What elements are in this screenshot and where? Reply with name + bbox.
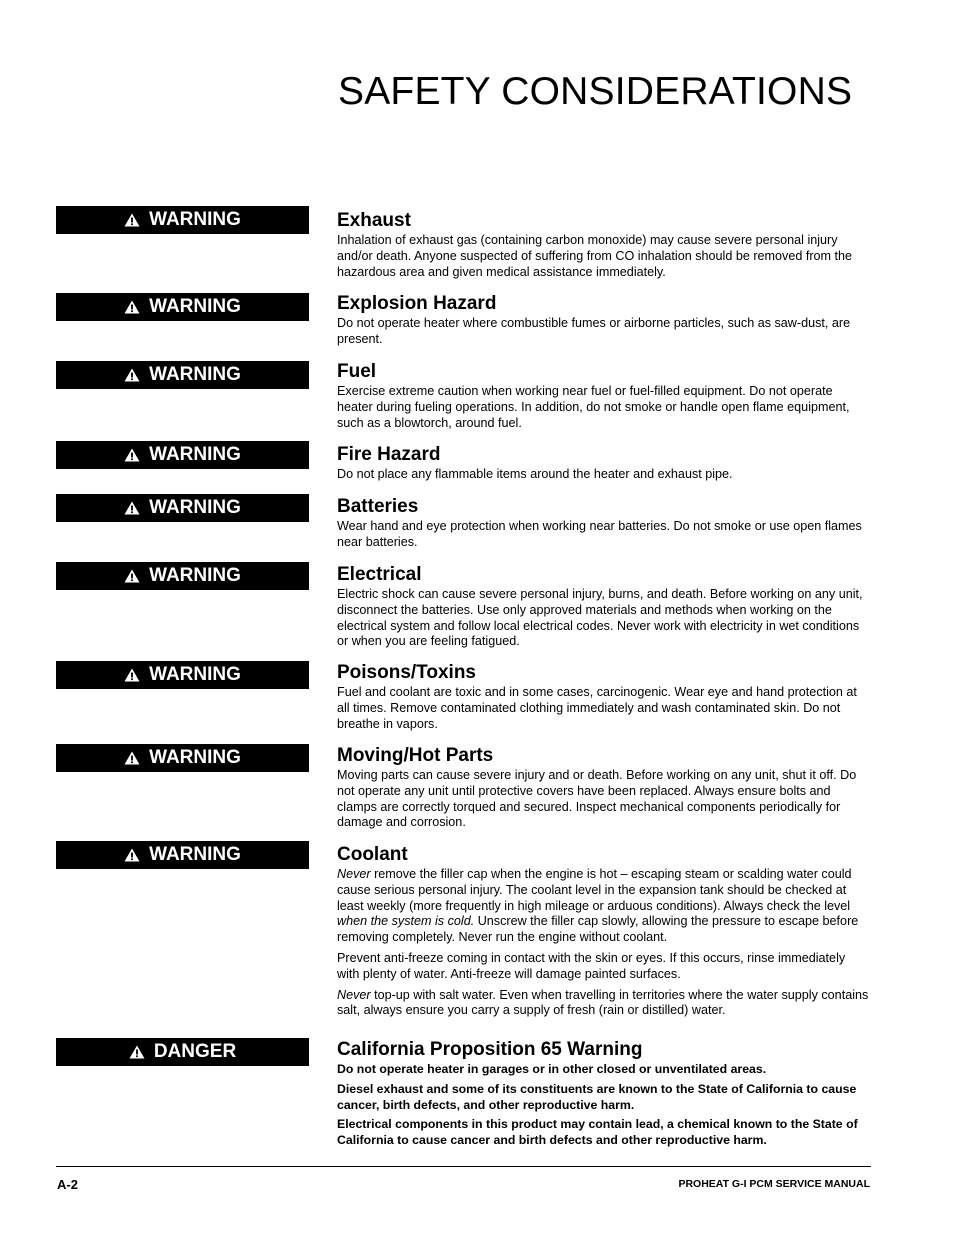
page-title: SAFETY CONSIDERATIONS (338, 70, 853, 113)
warning-badge (56, 661, 309, 689)
section-text: Electrical components in this product may contain lead, a chemical known to the State of California to cause cancer and birth defects and other reproductive harm. (337, 1117, 858, 1148)
section-fire-hazard (337, 443, 871, 483)
section-text: Do not place any flammable items around the heater and exhaust pipe. (337, 467, 733, 481)
warning-triangle-icon (124, 569, 140, 583)
warning-triangle-icon (124, 368, 140, 382)
emphasis: Never (337, 867, 371, 881)
section-poisons-toxins (337, 661, 871, 732)
warning-triangle-icon (124, 501, 140, 515)
section-heading: Fuel (337, 361, 377, 382)
badge-label: WARNING (149, 209, 241, 230)
warning-badge (56, 841, 309, 869)
section-heading: Coolant (337, 844, 408, 865)
badge-label: WARNING (149, 844, 241, 865)
section-heading: Fire Hazard (337, 444, 441, 465)
manual-title: PROHEAT G-I PCM SERVICE MANUAL (678, 1178, 870, 1190)
warning-badge (56, 441, 309, 469)
footer-divider (56, 1166, 871, 1167)
badge-label: WARNING (149, 747, 241, 768)
section-text: Prevent anti-freeze coming in contact with the skin or eyes. If this occurs, rinse immediately with plenty of water. Anti-freeze will damage painted surfaces. (337, 950, 846, 981)
warning-badge (56, 744, 309, 772)
warning-badge (56, 293, 309, 321)
section-text: Inhalation of exhaust gas (containing carbon monoxide) may cause severe personal injury and/or death. Anyone suspected of suffering from CO inhalation should be removed from the hazardous area and given medical assistance immediately. (337, 233, 853, 279)
warning-badge (56, 562, 309, 590)
danger-badge (56, 1038, 309, 1066)
section-text: Electric shock can cause severe personal injury, burns, and death. Before working on any unit, disconnect the batteries. Use only approved materials and methods when working on the electrical system and follow local electrical codes. Never work with electricity in wet conditions or when you are feeling fatigued. (337, 587, 863, 649)
emphasis: Never (337, 987, 371, 1002)
emphasis: when the system is cold. (337, 914, 475, 929)
warning-badge (56, 494, 309, 522)
section-coolant (337, 843, 871, 1019)
badge-label: WARNING (149, 664, 241, 685)
section-moving-hot-parts (337, 744, 871, 831)
section-heading: Poisons/Toxins (337, 662, 477, 683)
section-heading: Batteries (337, 496, 419, 517)
section-heading: Exhaust (337, 210, 411, 231)
section-explosion-hazard (337, 292, 871, 348)
warning-triangle-icon (124, 848, 140, 862)
warning-triangle-icon (124, 213, 140, 227)
warning-triangle-icon (124, 668, 140, 682)
section-text: Fuel and coolant are toxic and in some cases, carcinogenic. Wear eye and hand protection at all times. Remove contaminated clothing immediately and wash contaminated skin. Do not breathe in vapors. (337, 685, 857, 731)
section-prop-65 (337, 1038, 871, 1149)
section-exhaust (337, 209, 871, 280)
badge-label: WARNING (149, 497, 241, 518)
section-heading: Explosion Hazard (337, 293, 497, 314)
section-fuel (337, 360, 871, 431)
text-run: Unscrew the filler cap slowly, allowing the pressure to escape before removing completely. Never run the engine without coolant. (337, 914, 859, 945)
text-run: top-up with salt water. Even when travelling in territories where the water supply contains salt, always ensure you carry a supply of fresh (rain or distilled) water. (337, 987, 869, 1018)
section-text (337, 988, 871, 1020)
warning-triangle-icon (129, 1045, 145, 1059)
section-batteries (337, 495, 871, 551)
section-text: Moving parts can cause severe injury and or death. Before working on any unit, shut it off. Do not operate any unit until protective covers have been replaced. Always ensure bolts and clamps are correctly torqued and secured. Inspect mechanical components periodically for damage and corrosion. (337, 768, 857, 830)
section-text: Exercise extreme caution when working near fuel or fuel-filled equipment. Do not operate heater during fueling operations. In addition, do not smoke or handle open flame equipment, such as a blowtorch, around fuel. (337, 384, 850, 430)
section-heading: Moving/Hot Parts (337, 745, 494, 766)
badge-label: WARNING (149, 444, 241, 465)
section-electrical (337, 563, 871, 650)
warning-badge (56, 361, 309, 389)
section-heading: Electrical (337, 564, 422, 585)
warning-badge (56, 206, 309, 234)
text-run: remove the filler cap when the engine is hot – escaping steam or scalding water could cause serious personal injury. The coolant level in the expansion tank should be checked at least weekly (more frequently in high mileage or arduous conditions). Always check the level (337, 867, 852, 913)
badge-label: WARNING (149, 364, 241, 385)
section-text: Do not operate heater in garages or in other closed or unventilated areas. (337, 1062, 767, 1076)
section-heading: California Proposition 65 Warning (337, 1039, 643, 1060)
badge-label: DANGER (153, 1041, 237, 1062)
badge-label: WARNING (149, 565, 241, 586)
section-text (337, 867, 871, 946)
page-number: A-2 (57, 1177, 78, 1192)
section-text: Do not operate heater where combustible fumes or airborne particles, such as saw-dust, are present. (337, 316, 851, 346)
badge-label: WARNING (149, 296, 241, 317)
warning-triangle-icon (124, 300, 140, 314)
warning-triangle-icon (124, 751, 140, 765)
section-text: Diesel exhaust and some of its constituents are known to the State of California to cause cancer, birth defects, and other reproductive harm. (337, 1081, 857, 1112)
warning-triangle-icon (124, 448, 140, 462)
section-text: Wear hand and eye protection when working near batteries. Do not smoke or use open flames near batteries. (337, 519, 862, 549)
